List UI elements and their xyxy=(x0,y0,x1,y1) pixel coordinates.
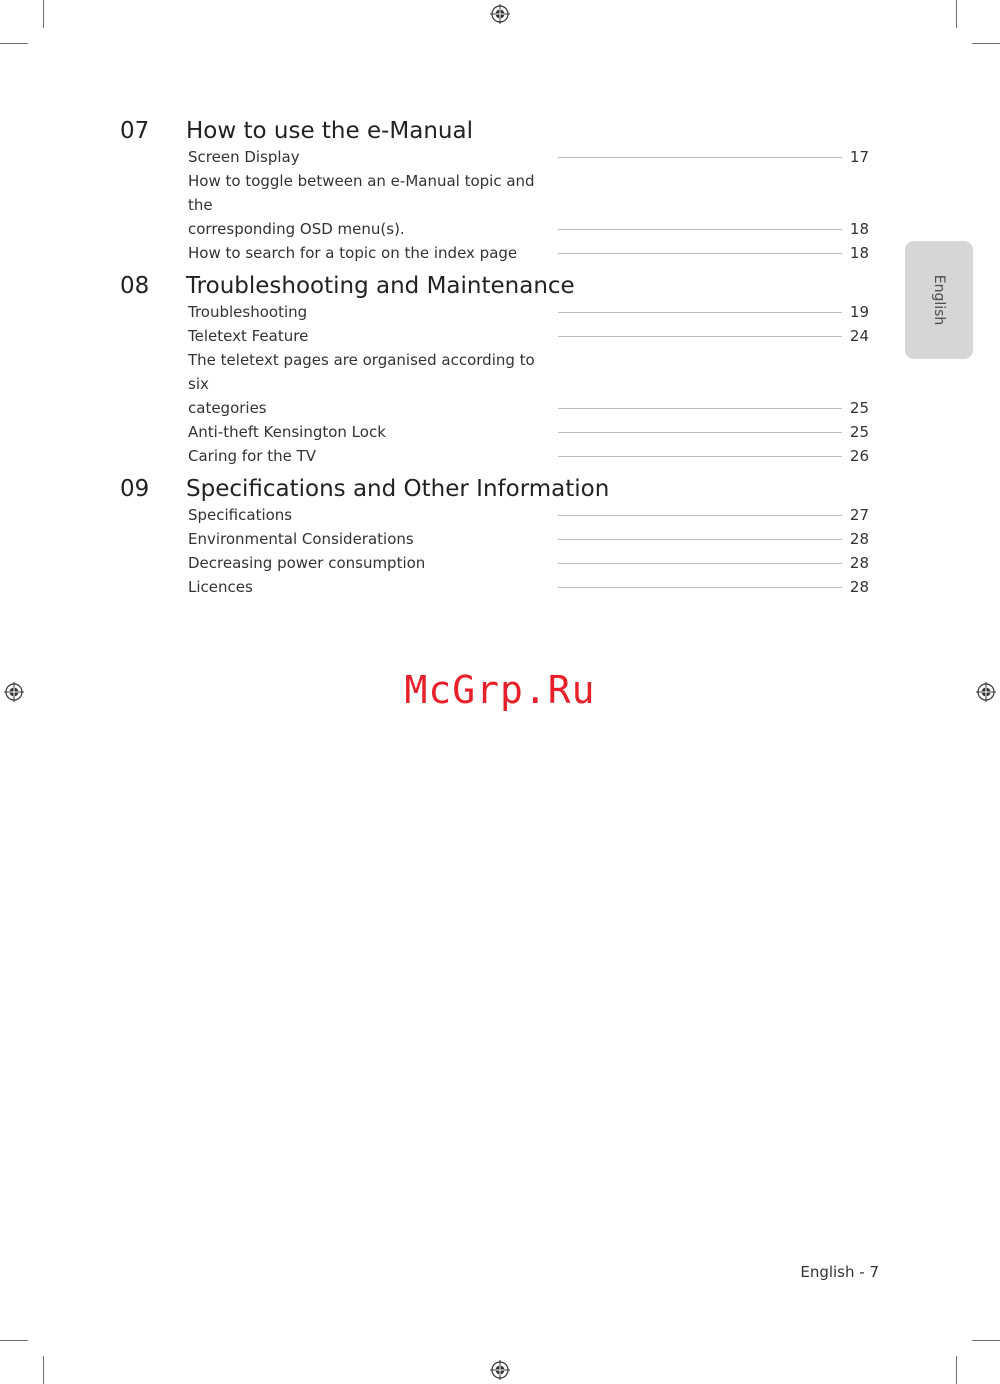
toc-entry-screen-display[interactable] xyxy=(188,145,869,169)
page-number: 27 xyxy=(849,506,869,524)
leader-line xyxy=(558,229,842,230)
leader-line xyxy=(558,515,842,516)
toc-entry-label: Anti-theft Kensington Lock xyxy=(188,423,386,441)
leader-line xyxy=(558,408,842,409)
section-title: Specifications and Other Information xyxy=(186,476,610,502)
toc-entry-label: Caring for the TV xyxy=(188,447,316,465)
crop-mark xyxy=(956,0,957,28)
page-footer-label: English - 7 xyxy=(800,1263,879,1281)
page-number: 18 xyxy=(849,244,869,262)
section-number: 09 xyxy=(120,476,150,502)
toc-entry-list xyxy=(188,145,869,265)
leader-line xyxy=(558,587,842,588)
toc-entry-search-index[interactable] xyxy=(188,241,869,265)
language-side-tab xyxy=(905,241,973,359)
page-number: 28 xyxy=(849,578,869,596)
toc-entry-label: Environmental Considerations xyxy=(188,530,414,548)
toc-entry-list xyxy=(188,300,869,468)
leader-line xyxy=(558,539,842,540)
toc-entry-list xyxy=(188,503,869,599)
toc-entry-label: How to toggle between an e-Manual topic and the corresponding OSD menu(s). xyxy=(188,172,535,238)
toc-entry-caring-for-tv[interactable] xyxy=(188,444,869,468)
toc-entry-toggle-osd[interactable] xyxy=(188,169,869,241)
toc-entry-label: How to search for a topic on the index page xyxy=(188,244,518,262)
page-number: 18 xyxy=(849,220,869,238)
crop-mark xyxy=(0,43,28,44)
crop-mark xyxy=(0,1340,28,1341)
registration-mark-icon xyxy=(490,1360,510,1380)
crop-mark xyxy=(972,43,1000,44)
toc-entry-teletext-feature[interactable] xyxy=(188,324,869,348)
leader-line xyxy=(558,336,842,337)
page-number: 28 xyxy=(849,554,869,572)
leader-line xyxy=(558,456,842,457)
section-title: How to use the e-Manual xyxy=(186,118,473,144)
leader-line xyxy=(558,563,842,564)
language-tab-label: English xyxy=(931,274,947,326)
toc-entry-environmental[interactable] xyxy=(188,527,869,551)
toc-entry-label: Troubleshooting xyxy=(188,303,308,321)
page-number: 24 xyxy=(849,327,869,345)
crop-mark xyxy=(43,1356,44,1384)
toc-entry-troubleshooting[interactable] xyxy=(188,300,869,324)
leader-line xyxy=(558,157,842,158)
page-number: 17 xyxy=(849,148,869,166)
page-number: 28 xyxy=(849,530,869,548)
section-title: Troubleshooting and Maintenance xyxy=(186,273,575,299)
registration-mark-icon xyxy=(490,4,510,24)
leader-line xyxy=(558,253,842,254)
toc-entry-label: Licences xyxy=(188,578,253,596)
crop-mark xyxy=(43,0,44,28)
section-number: 08 xyxy=(120,273,150,299)
page-number: 26 xyxy=(849,447,869,465)
crop-mark xyxy=(972,1340,1000,1341)
toc-entry-specifications[interactable] xyxy=(188,503,869,527)
toc-entry-label: The teletext pages are organised according to six categories xyxy=(188,351,535,417)
page-number: 25 xyxy=(849,399,869,417)
leader-line xyxy=(558,432,842,433)
toc-entry-label: Decreasing power consumption xyxy=(188,554,426,572)
toc-entry-label: Specifications xyxy=(188,506,293,524)
page-number: 19 xyxy=(849,303,869,321)
leader-line xyxy=(558,312,842,313)
toc-entry-label: Screen Display xyxy=(188,148,300,166)
toc-entry-kensington-lock[interactable] xyxy=(188,420,869,444)
toc-entry-licences[interactable] xyxy=(188,575,869,599)
toc-entry-label: Teletext Feature xyxy=(188,327,309,345)
page-number: 25 xyxy=(849,423,869,441)
toc-entry-power-consumption[interactable] xyxy=(188,551,869,575)
section-number: 07 xyxy=(120,118,150,144)
crop-mark xyxy=(956,1356,957,1384)
watermark-text: McGrp.Ru xyxy=(404,668,596,712)
toc-entry-teletext-categories[interactable] xyxy=(188,348,869,420)
